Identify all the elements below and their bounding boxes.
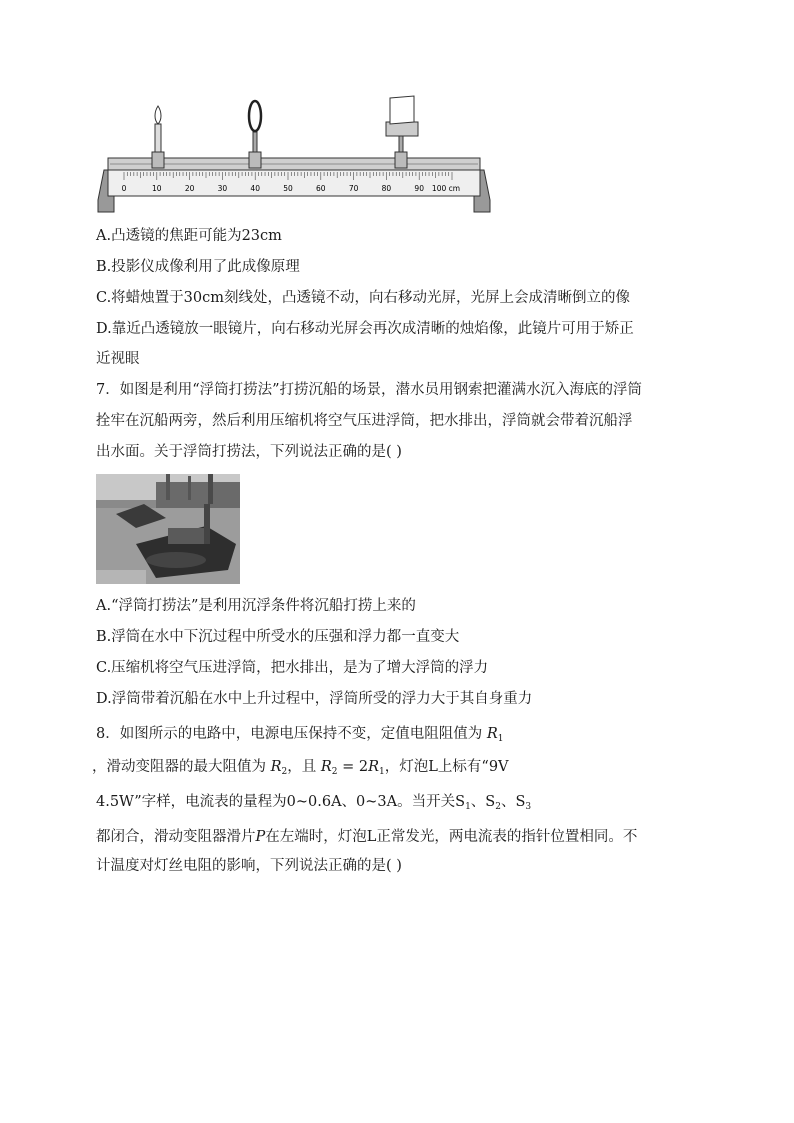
ruler-tick-label: 90 (414, 184, 424, 193)
q8-stem-line5: 计温度对灯丝电阻的影响，下列说法正确的是( ) (96, 858, 402, 874)
q7-option-b: B.浮筒在水中下沉过程中所受水的压强和浮力都一直变大 (96, 629, 460, 645)
q7-option-c: C.压缩机将空气压进浮筒，把水排出，是为了增大浮筒的浮力 (96, 660, 489, 676)
ruler-tick-label: 10 (152, 184, 162, 193)
ruler-tick-label: 80 (381, 184, 392, 193)
ruler-tick-label: 100 cm (431, 184, 461, 193)
ruler-tick-label: 0 (121, 184, 127, 193)
optical-bench-figure (94, 94, 494, 216)
q7-stem-line1: 7．如图是利用“浮筒打捞法”打捞沉船的场景，潜水员用钢索把灌满水沉入海底的浮筒 (96, 382, 643, 398)
ruler-tick-label: 70 (348, 184, 359, 193)
ruler-tick-label: 50 (283, 184, 293, 193)
q6-option-b: B.投影仪成像利用了此成像原理 (96, 259, 300, 275)
q6-option-c: C.将蜡烛置于30cm刻线处，凸透镜不动，向右移动光屏，光屏上会成清晰倒立的像 (96, 290, 631, 306)
q8-stem-line2: ，滑动变阻器的最大阻值为 $R_2$，且 $R_2 = 2R_1$，灯泡L上标有“9V (92, 759, 509, 777)
q7-option-a: A.“浮筒打捞法”是利用沉浮条件将沉船打捞上来的 (96, 598, 416, 614)
q7-option-d: D.浮筒带着沉船在水中上升过程中，浮筒所受的浮力大于其自身重力 (96, 691, 533, 707)
q6-option-d-cont: 近视眼 (96, 351, 140, 367)
flame-icon (155, 106, 161, 124)
q8-stem-line1: 8．如图所示的电路中，电源电压保持不变，定值电阻阻值为 $R_1$ (96, 726, 504, 744)
salvage-photo (96, 474, 240, 584)
ruler-tick-label: 40 (250, 184, 260, 193)
candle-holder (152, 152, 164, 168)
q7-stem-line2: 拴牢在沉船两旁，然后利用压缩机将空气压进浮筒，把水排出，浮筒就会带着沉船浮 (96, 413, 633, 429)
q6-option-d: D.靠近凸透镜放一眼镜片，向右移动光屏会再次成清晰的烛焰像，此镜片可用于矫正 (96, 321, 634, 337)
lens-holder (249, 152, 261, 168)
q7-stem-line3: 出水面。关于浮筒打捞法，下列说法正确的是( ) (96, 444, 402, 460)
q6-option-a: A.凸透镜的焦距可能为23cm (96, 228, 282, 244)
ruler-tick-label: 60 (316, 184, 326, 193)
ruler-tick-label: 30 (217, 184, 228, 193)
screen-holder (395, 152, 407, 168)
q8-stem-line4: 都闭合，滑动变阻器滑片P在左端时，灯泡L正常发光，两电流表的指针位置相同。不 (96, 829, 638, 845)
ruler-tick-label: 20 (184, 184, 195, 193)
candle-icon (155, 124, 161, 152)
q8-stem-line3: 4.5W”字样，电流表的量程为0~0.6A、0~3A。当开关$S_1$、$S_2$、$S_3$ (96, 794, 532, 812)
convex-lens-icon (249, 101, 261, 131)
light-screen-icon (390, 96, 414, 124)
